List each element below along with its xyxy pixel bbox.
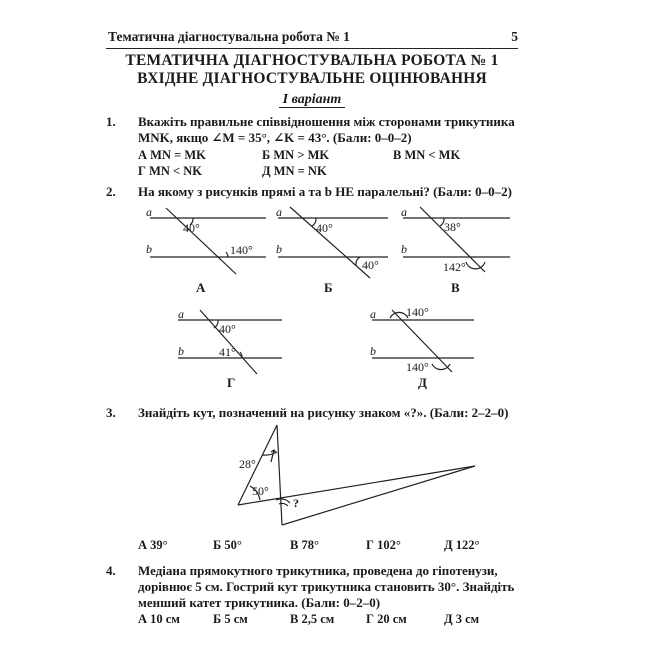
fig-c-label-b: b [401,242,407,256]
figure-d [178,310,282,374]
q4-option-d: Г 20 см [366,612,407,626]
q4-option-b: Б 5 см [213,612,248,626]
q3-option-d: Г 102° [366,538,401,552]
q2-text: На якому з рисунків прямі a та b НЕ паралельні? (Бали: 0–0–2) [138,184,512,199]
q4-text-line3: менший катет трикутника. (Бали: 0–2–0) [138,595,381,610]
q3-angle-50: 50° [252,484,269,498]
running-header-title: Тематична діагностувальна робота № 1 [108,29,350,44]
fig-e-label-a: a [370,307,376,321]
q4-option-c: В 2,5 см [290,612,335,626]
fig-a-label-b: b [146,242,152,256]
page-number: 5 [511,29,518,44]
q3-option-b: Б 50° [213,538,242,552]
q3-option-c: В 78° [290,538,319,552]
main-title: ТЕМАТИЧНА ДІАГНОСТУВАЛЬНА РОБОТА № 1 [125,52,499,69]
fig-a-angle1: 40° [183,221,200,235]
q1-text-line2: MNK, якщо ∠M = 35°, ∠K = 43°. (Бали: 0–0–2) [138,130,412,145]
q2-number: 2. [106,184,116,199]
q3-angle-28: 28° [239,457,256,471]
fig-c-label-a: a [401,205,407,219]
q4-text-line2: дорівнює 5 см. Гострий кут трикутника становить 30°. Знайдіть [138,579,515,594]
q1-option-c: В MN < MK [393,148,461,162]
q4-option-e: Д 3 см [444,612,480,626]
fig-a-angle2: 140° [230,243,253,257]
q1-option-d: Г MN < NK [138,164,203,178]
fig-c-angle1: 38° [444,220,461,234]
fig-c-letter: В [451,280,460,295]
figure-a [150,208,266,274]
q1-option-e: Д MN = NK [262,164,327,178]
q3-figure [238,425,475,525]
q3-text: Знайдіть кут, позначений на рисунку знаком «?». (Бали: 2–2–0) [138,405,509,420]
fig-c-angle2: 142° [443,260,466,274]
q4-option-a: А 10 см [138,612,180,626]
variant-text: І варіант [279,92,346,108]
fig-d-label-a: a [178,307,184,321]
fig-b-letter: Б [324,280,333,295]
fig-e-angle2: 140° [406,360,429,374]
fig-a-letter: А [196,280,206,295]
q1-option-b: Б MN > MK [262,148,330,162]
fig-b-angle1: 40° [316,221,333,235]
q4-number: 4. [106,563,116,578]
q1-number: 1. [106,114,116,129]
fig-e-label-b: b [370,344,376,358]
q4-text-line1: Медіана прямокутного трикутника, проведена до гіпотенузи, [138,563,498,578]
fig-e-letter: Д [418,375,427,390]
fig-d-label-b: b [178,344,184,358]
fig-b-label-b: b [276,242,282,256]
fig-b-angle2: 40° [362,258,379,272]
fig-d-angle1: 40° [219,322,236,336]
fig-d-angle2: 41° [219,345,236,359]
q1-option-a: А MN = MK [138,148,206,162]
fig-e-angle1: 140° [406,305,429,319]
q3-unknown-angle: ? [293,496,299,510]
fig-b-label-a: a [276,205,282,219]
fig-d-letter: Г [227,375,236,390]
q3-option-a: А 39° [138,538,168,552]
fig-a-label-a: a [146,205,152,219]
main-subtitle: ВХІДНЕ ДІАГНОСТУВАЛЬНЕ ОЦІНЮВАННЯ [137,70,487,87]
q1-text-line1: Вкажіть правильне співвідношення між сторонами трикутника [138,114,515,129]
q3-option-e: Д 122° [444,538,480,552]
q3-number: 3. [106,405,116,420]
